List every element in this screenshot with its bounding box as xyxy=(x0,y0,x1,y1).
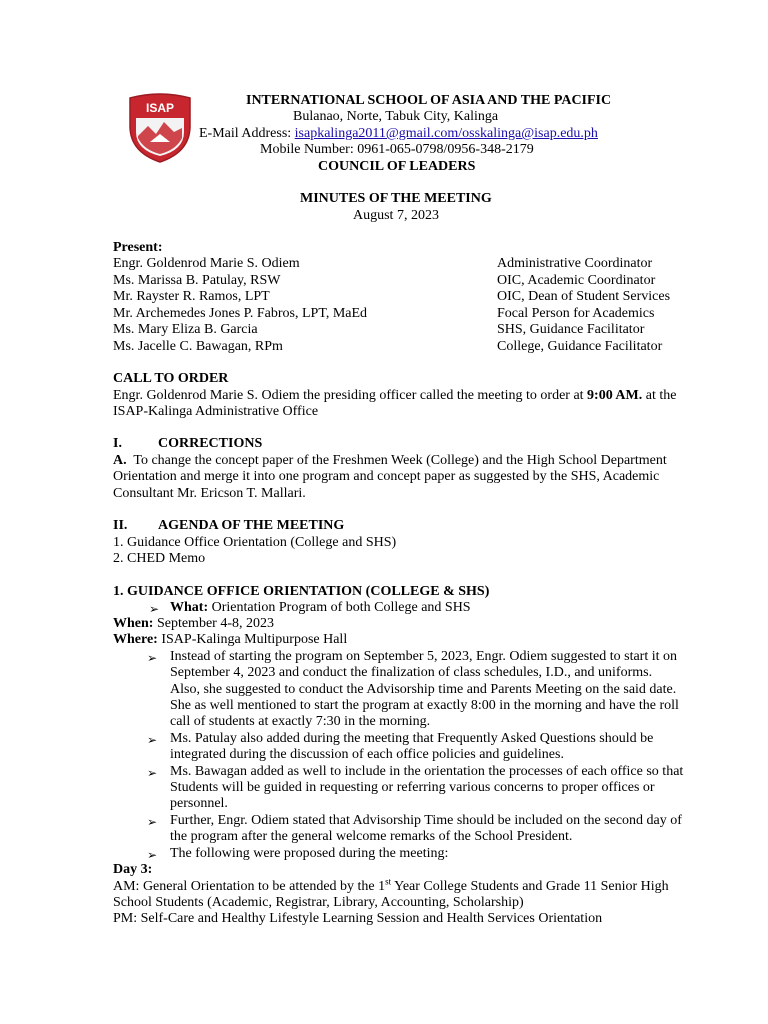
school-address: Bulanao, Norte, Tabuk City, Kalinga xyxy=(293,109,499,124)
bullet-line: She as well mentioned to start the program at exactly 8:00 in the morning and have the roll xyxy=(170,698,679,713)
am-text-1: AM: General Orientation to be attended by the 1 xyxy=(113,879,386,894)
what-label: What: xyxy=(170,600,209,615)
attendee-role: SHS, Guidance Facilitator xyxy=(497,322,645,337)
attendee-name: Engr. Goldenrod Marie S. Odiem xyxy=(113,256,300,271)
call-to-order-text xyxy=(113,388,676,404)
attendee-role: Administrative Coordinator xyxy=(497,256,653,271)
arrow-bullet-icon: ➢ xyxy=(147,651,158,665)
when-text: September 4-8, 2023 xyxy=(153,616,274,631)
agenda-item: 1. Guidance Office Orientation (College and SHS) xyxy=(113,535,397,550)
logo-text: ISAP xyxy=(145,101,175,115)
agenda-numeral: II. xyxy=(113,518,128,533)
corrections-line-3: Consultant Mr. Ericson T. Mallari. xyxy=(113,486,306,501)
bullet-line: September 4, 2023 and conduct the finalization of class schedules, I.D., and uniforms. xyxy=(170,665,653,680)
where-line xyxy=(113,632,347,648)
email-link[interactable]: isapkalinga2011@gmail.com/osskalinga@isap.edu.ph xyxy=(294,126,598,141)
agenda-heading: AGENDA OF THE MEETING xyxy=(158,518,345,533)
guidance-heading: 1. GUIDANCE OFFICE ORIENTATION (COLLEGE & SHS) xyxy=(113,584,490,599)
bullet-line: Ms. Patulay also added during the meeting that Frequently Asked Questions should be xyxy=(170,731,654,746)
bullet-line: integrated during the discussion of each office policies and guidelines. xyxy=(170,747,564,762)
am-text-2: Year College Students and Grade 11 Senior High xyxy=(391,879,669,894)
day-label: Day 3: xyxy=(113,862,153,877)
where-label: Where: xyxy=(113,632,158,647)
corrections-heading: CORRECTIONS xyxy=(158,436,263,451)
am-superscript: st xyxy=(385,876,392,887)
bullet-line: call of students at exactly 7:30 in the morning. xyxy=(170,714,431,729)
email-line xyxy=(199,126,598,142)
call-to-order-text-1: Engr. Goldenrod Marie S. Odiem the presiding officer called the meeting to order at xyxy=(113,388,588,403)
attendee-role: College, Guidance Facilitator xyxy=(497,339,663,354)
arrow-bullet-icon: ➢ xyxy=(147,848,158,862)
bullet-line: Ms. Bawagan added as well to include in the orientation the processes of each office so that xyxy=(170,764,684,779)
arrow-bullet-icon: ➢ xyxy=(149,602,160,616)
bullet-line: Students will be guided in requesting or referring various concerns to proper offices or xyxy=(170,780,655,795)
attendee-role: OIC, Academic Coordinator xyxy=(497,273,656,288)
present-label: Present: xyxy=(113,240,163,255)
attendee-role: OIC, Dean of Student Services xyxy=(497,289,671,304)
bullet-line: Also, she suggested to conduct the Advisorship time and Parents Meeting on the said date. xyxy=(170,682,677,697)
attendee-role: Focal Person for Academics xyxy=(497,306,655,321)
meeting-date: August 7, 2023 xyxy=(353,208,439,223)
attendee-name: Ms. Jacelle C. Bawagan, RPm xyxy=(113,339,283,354)
mobile-number: Mobile Number: 0961-065-0798/0956-348-2179 xyxy=(260,142,534,157)
school-name: INTERNATIONAL SCHOOL OF ASIA AND THE PACIFIC xyxy=(246,93,612,108)
bullet-line: Further, Engr. Odiem stated that Advisorship Time should be included on the second day of xyxy=(170,813,682,828)
bullet-line: personnel. xyxy=(170,796,228,811)
attendee-name: Ms. Mary Eliza B. Garcia xyxy=(113,322,258,337)
where-text: ISAP-Kalinga Multipurpose Hall xyxy=(157,632,348,647)
attendee-name: Ms. Marissa B. Patulay, RSW xyxy=(113,273,281,288)
arrow-bullet-icon: ➢ xyxy=(147,766,158,780)
am-line xyxy=(113,876,669,895)
what-text: Orientation Program of both College and SHS xyxy=(208,600,471,615)
am-line-2: School Students (Academic, Registrar, Library, Accounting, Scholarship) xyxy=(113,895,524,910)
bullet-line: The following were proposed during the meeting: xyxy=(170,846,449,861)
call-to-order-heading: CALL TO ORDER xyxy=(113,371,229,386)
bullet-line: the program after the general welcome remarks of the School President. xyxy=(170,829,573,844)
shield-emblem xyxy=(126,92,194,164)
email-label: E-Mail Address: xyxy=(199,126,295,141)
arrow-bullet-icon: ➢ xyxy=(147,815,158,829)
call-to-order-location: ISAP-Kalinga Administrative Office xyxy=(113,404,319,419)
corrections-line-1: To change the concept paper of the Freshmen Week (College) and the High School Department xyxy=(133,453,667,468)
when-label: When: xyxy=(113,616,154,631)
pm-line: PM: Self-Care and Healthy Lifestyle Learning Session and Health Services Orientation xyxy=(113,911,603,926)
attendee-name: Mr. Archemedes Jones P. Fabros, LPT, MaEd xyxy=(113,306,368,321)
corrections-line-2: Orientation and merge it into one program and concept paper as suggested by the SHS, Academic xyxy=(113,469,660,484)
what-line xyxy=(170,600,471,616)
corrections-item-letter: A. xyxy=(113,453,127,468)
agenda-item: 2. CHED Memo xyxy=(113,551,206,566)
school-logo xyxy=(126,92,194,164)
attendee-name: Mr. Rayster R. Ramos, LPT xyxy=(113,289,270,304)
council-title: COUNCIL OF LEADERS xyxy=(318,159,476,174)
corrections-numeral: I. xyxy=(113,436,122,451)
call-to-order-text-2: at the xyxy=(642,388,677,403)
minutes-title: MINUTES OF THE MEETING xyxy=(300,191,492,206)
bullet-line: Instead of starting the program on September 5, 2023, Engr. Odiem suggested to start it on xyxy=(170,649,678,664)
when-line xyxy=(113,616,274,632)
arrow-bullet-icon: ➢ xyxy=(147,733,158,747)
corrections-item xyxy=(113,453,667,469)
call-to-order-time: 9:00 AM. xyxy=(587,388,643,403)
